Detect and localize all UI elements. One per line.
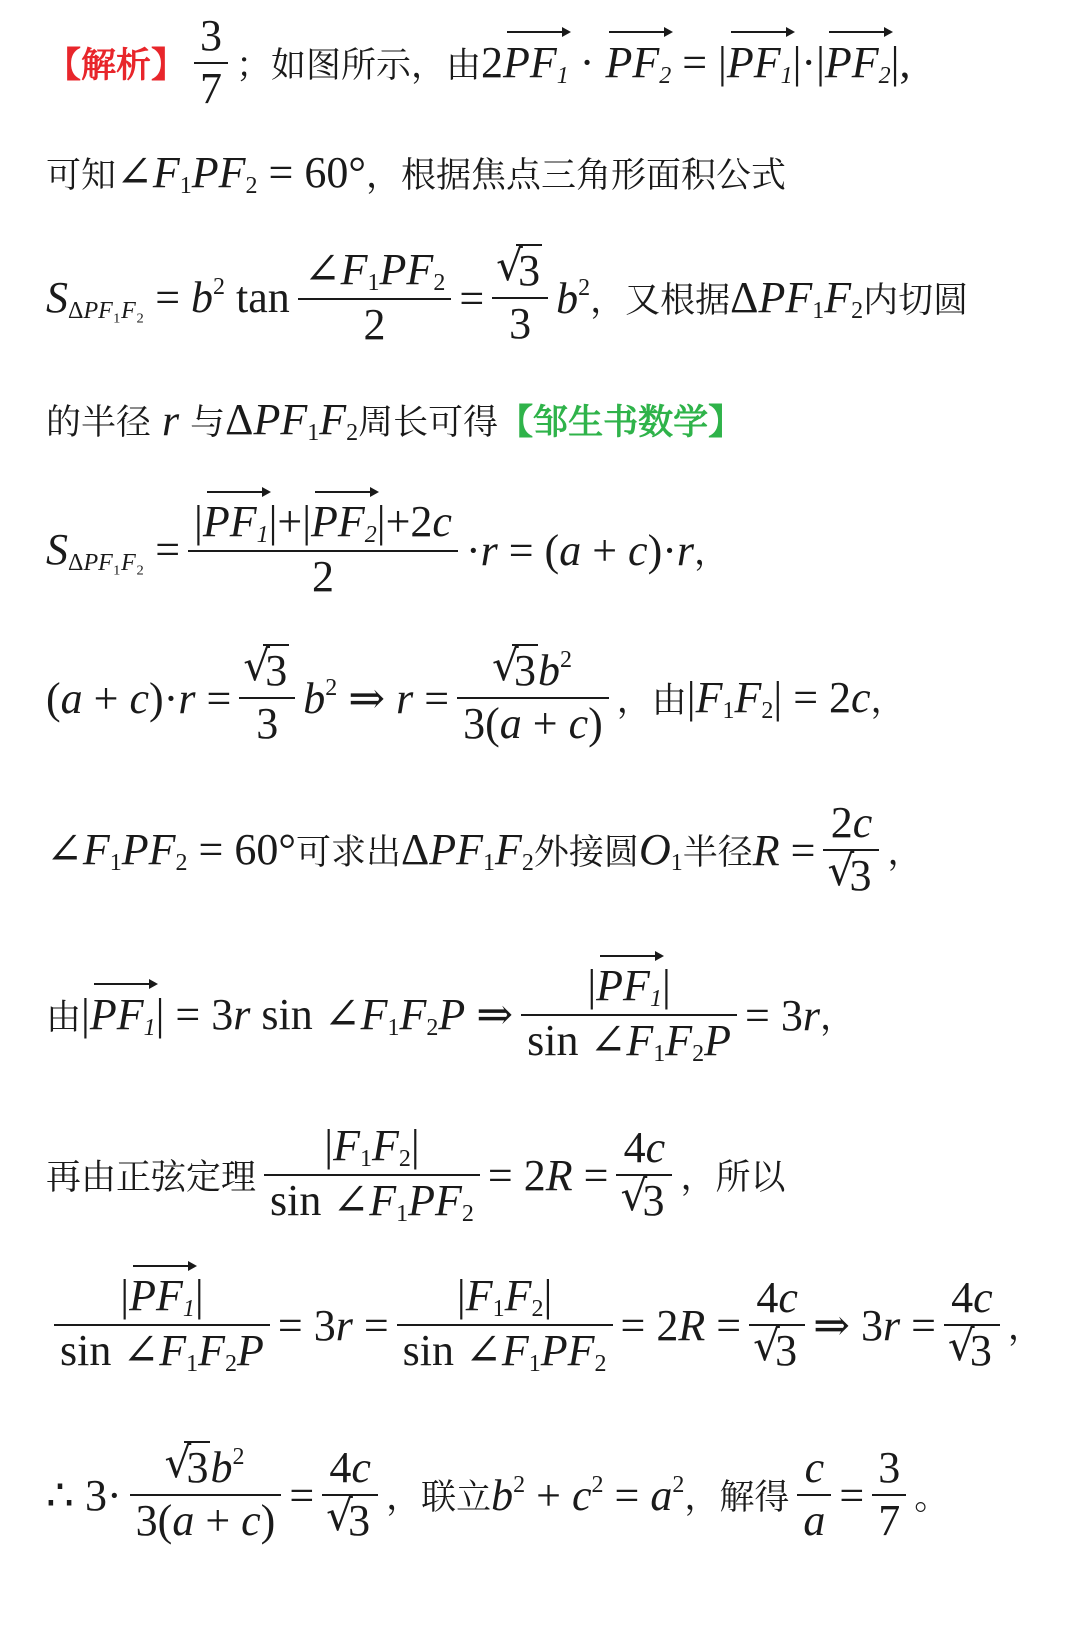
answer-fraction: $\frac{3}{7}$	[194, 11, 228, 114]
line-3: $S_{\Delta PF_1F_2} = b^2$ tan $\frac{\angle F_1PF_2}{2}$ = √ $\frac{3}{3}$ $b^2$ ，又根据 $\Delta PF_1F_2$ 内切圆	[46, 238, 1060, 358]
line-2: 可知 $\angle F_1PF_2 = 60^\circ$ ，根据焦点三角形面积公式	[46, 147, 786, 199]
formula-dot-product: $2PF_1 \cdot PF_2 = |PF_1|\cdot|PF_2|$,	[481, 37, 911, 89]
line-6: (a + c)·r = √ $\frac{3}{3}$ $b^2$ ⇒ r = √ $\frac{3b^2}{3(a + c)}$ ，由 $|F_1F_2| = 2c$ ，	[46, 638, 1060, 758]
line-10: $\frac{|PF_1|}{\sin \angle F_1F_2P}$ = 3r = $\frac{|F_1F_2|}{\sin \angle F_1PF_2}$ = 2R = 4c √ 3 ⇒ 3r = 4c √ 3 ，	[46, 1265, 1060, 1385]
line-1: 【解析】 $\frac{3}{7}$ ；如图所示，由 $2PF_1 \cdot PF_2 = |PF_1|\cdot|PF_2|$,	[46, 11, 911, 113]
line-11: ∴ 3· √ $\frac{3b^2}{3(a + c)}$ = 4c √ 3 ，联立 $b^2 + c^2 = a^2$ ，解得 $\frac{c}{a}$ = $\frac{3}{7}$ 。	[46, 1425, 1060, 1565]
solution-label: 【解析】	[46, 46, 187, 86]
formula-area-tan: $S_{\Delta PF_1F_2} = b^2$ tan	[46, 272, 290, 324]
line-8: 由 $|PF_1| = 3r$ $\sin \angle F_1F_2P$ ⇒ $\frac{|PF_1|}{\sin \angle F_1F_2P}$ = 3r ，	[46, 961, 855, 1067]
brand-label: 【邹生书数学】	[498, 403, 744, 443]
formula-angle: $\angle F_1PF_2 = 60^\circ$	[116, 147, 366, 199]
line-9: 再由正弦定理 $\frac{|F_1F_2|}{\sin \angle F_1PF_2}$ = 2R = 4c √ 3 ，所以	[46, 1115, 1060, 1235]
line-5: $S_{\Delta PF_1F_2}$ = $\frac{|PF_1|+|PF_2|+2c}{2}$ ·r = (a + c)·r ，	[46, 497, 730, 601]
line-7: $\angle F_1PF_2 = 60^\circ$ 可求出 $\Delta PF_1F_2$ 外接圆 $O_1$ 半径 R = 2c √ 3 ，	[46, 790, 1060, 910]
line-4: 的半径 r 与 $\Delta PF_1F_2$ 周长可得 【邹生书数学】	[46, 394, 744, 446]
